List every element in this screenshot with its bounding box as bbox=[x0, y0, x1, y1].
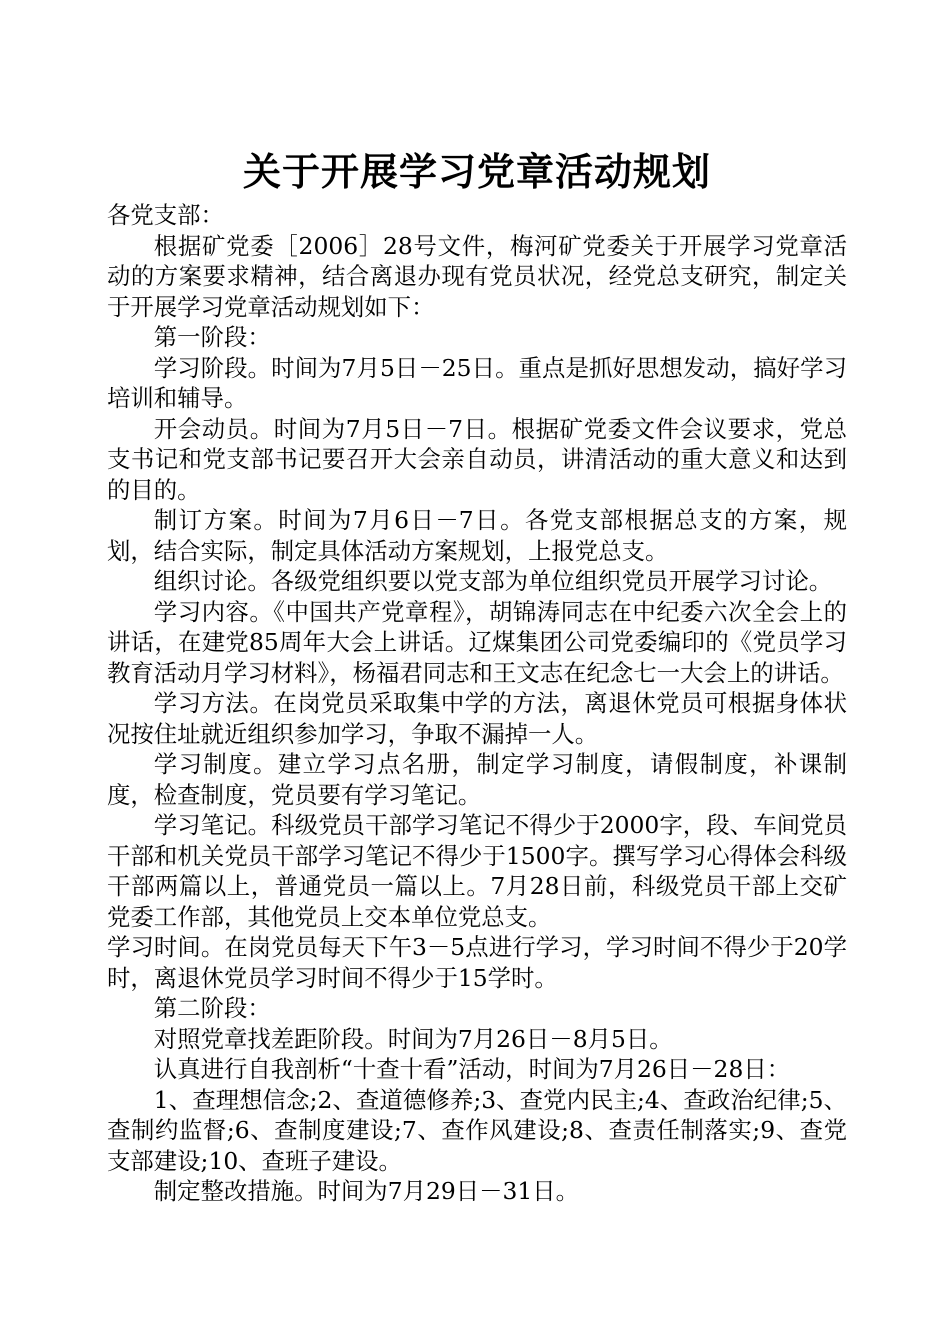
paragraph: 1、查理想信念;2、查道德修养;3、查党内民主;4、查政治纪律;5、查制约监督;6、查制度建设;7、查作风建设;8、查责任制落实;9、查党支部建设;10、查班子建设。 bbox=[107, 1085, 847, 1175]
paragraph: 学习阶段。时间为7月5日－25日。重点是抓好思想发动，搞好学习培训和辅导。 bbox=[107, 353, 847, 412]
paragraph: 学习时间。在岗党员每天下午3－5点进行学习，学习时间不得少于20学时，离退休党员学习时间不得少于15学时。 bbox=[107, 933, 847, 992]
paragraph: 制定整改措施。时间为7月29日－31日。 bbox=[153, 1177, 580, 1205]
paragraph-list bbox=[107, 231, 847, 1207]
paragraph: 对照党章找差距阶段。时间为7月26日－8月5日。 bbox=[153, 1024, 673, 1053]
paragraph: 开会动员。时间为7月5日－7日。根据矿党委文件会议要求，党总支书记和党支部书记要召开大会亲自动员，讲清活动的重大意义和达到的目的。 bbox=[107, 414, 847, 504]
paragraph: 第一阶段： bbox=[153, 323, 271, 351]
paragraph: 制订方案。时间为7月6日－7日。各党支部根据总支的方案，规划，结合实际，制定具体活动方案规划，上报党总支。 bbox=[107, 506, 847, 565]
document-title: 关于开展学习党章活动规划 bbox=[242, 149, 711, 194]
paragraph: 第二阶段： bbox=[153, 994, 271, 1022]
paragraph: 组织讨论。各级党组织要以党支部为单位组织党员开展学习讨论。 bbox=[153, 567, 833, 595]
paragraph: 学习笔记。科级党员干部学习笔记不得少于2000字，段、车间党员干部和机关党员干部学习笔记不得少于1500字。撰写学习心得体会科级干部两篇以上，普通党员一篇以上。7月28日前，科级党员干部上交矿党委工作部，其他党员上交本单位党总支。 bbox=[107, 811, 847, 931]
paragraph: 学习方法。在岗党员采取集中学的方法，离退休党员可根据身体状况按住址就近组织参加学习，争取不漏掉一人。 bbox=[107, 689, 847, 748]
paragraph: 学习制度。建立学习点名册，制定学习制度，请假制度，补课制度，检查制度，党员要有学习笔记。 bbox=[107, 750, 847, 809]
paragraph: 学习内容。《中国共产党章程》，胡锦涛同志在中纪委六次全会上的讲话，在建党85周年大会上讲话。辽煤集团公司党委编印的《党员学习教育活动月学习材料》，杨福君同志和王文志在纪念七一大会上的讲话。 bbox=[107, 597, 847, 687]
paragraph: 认真进行自我剖析“十查十看”活动，时间为7月26日－28日： bbox=[153, 1055, 791, 1083]
document-body bbox=[107, 146, 847, 1207]
paragraph: 根据矿党委［2006］28号文件，梅河矿党委关于开展学习党章活动的方案要求精神，结合离退办现有党员状况，经党总支研究，制定关于开展学习党章活动规划如下： bbox=[107, 231, 847, 321]
salutation: 各党支部： bbox=[107, 201, 224, 229]
